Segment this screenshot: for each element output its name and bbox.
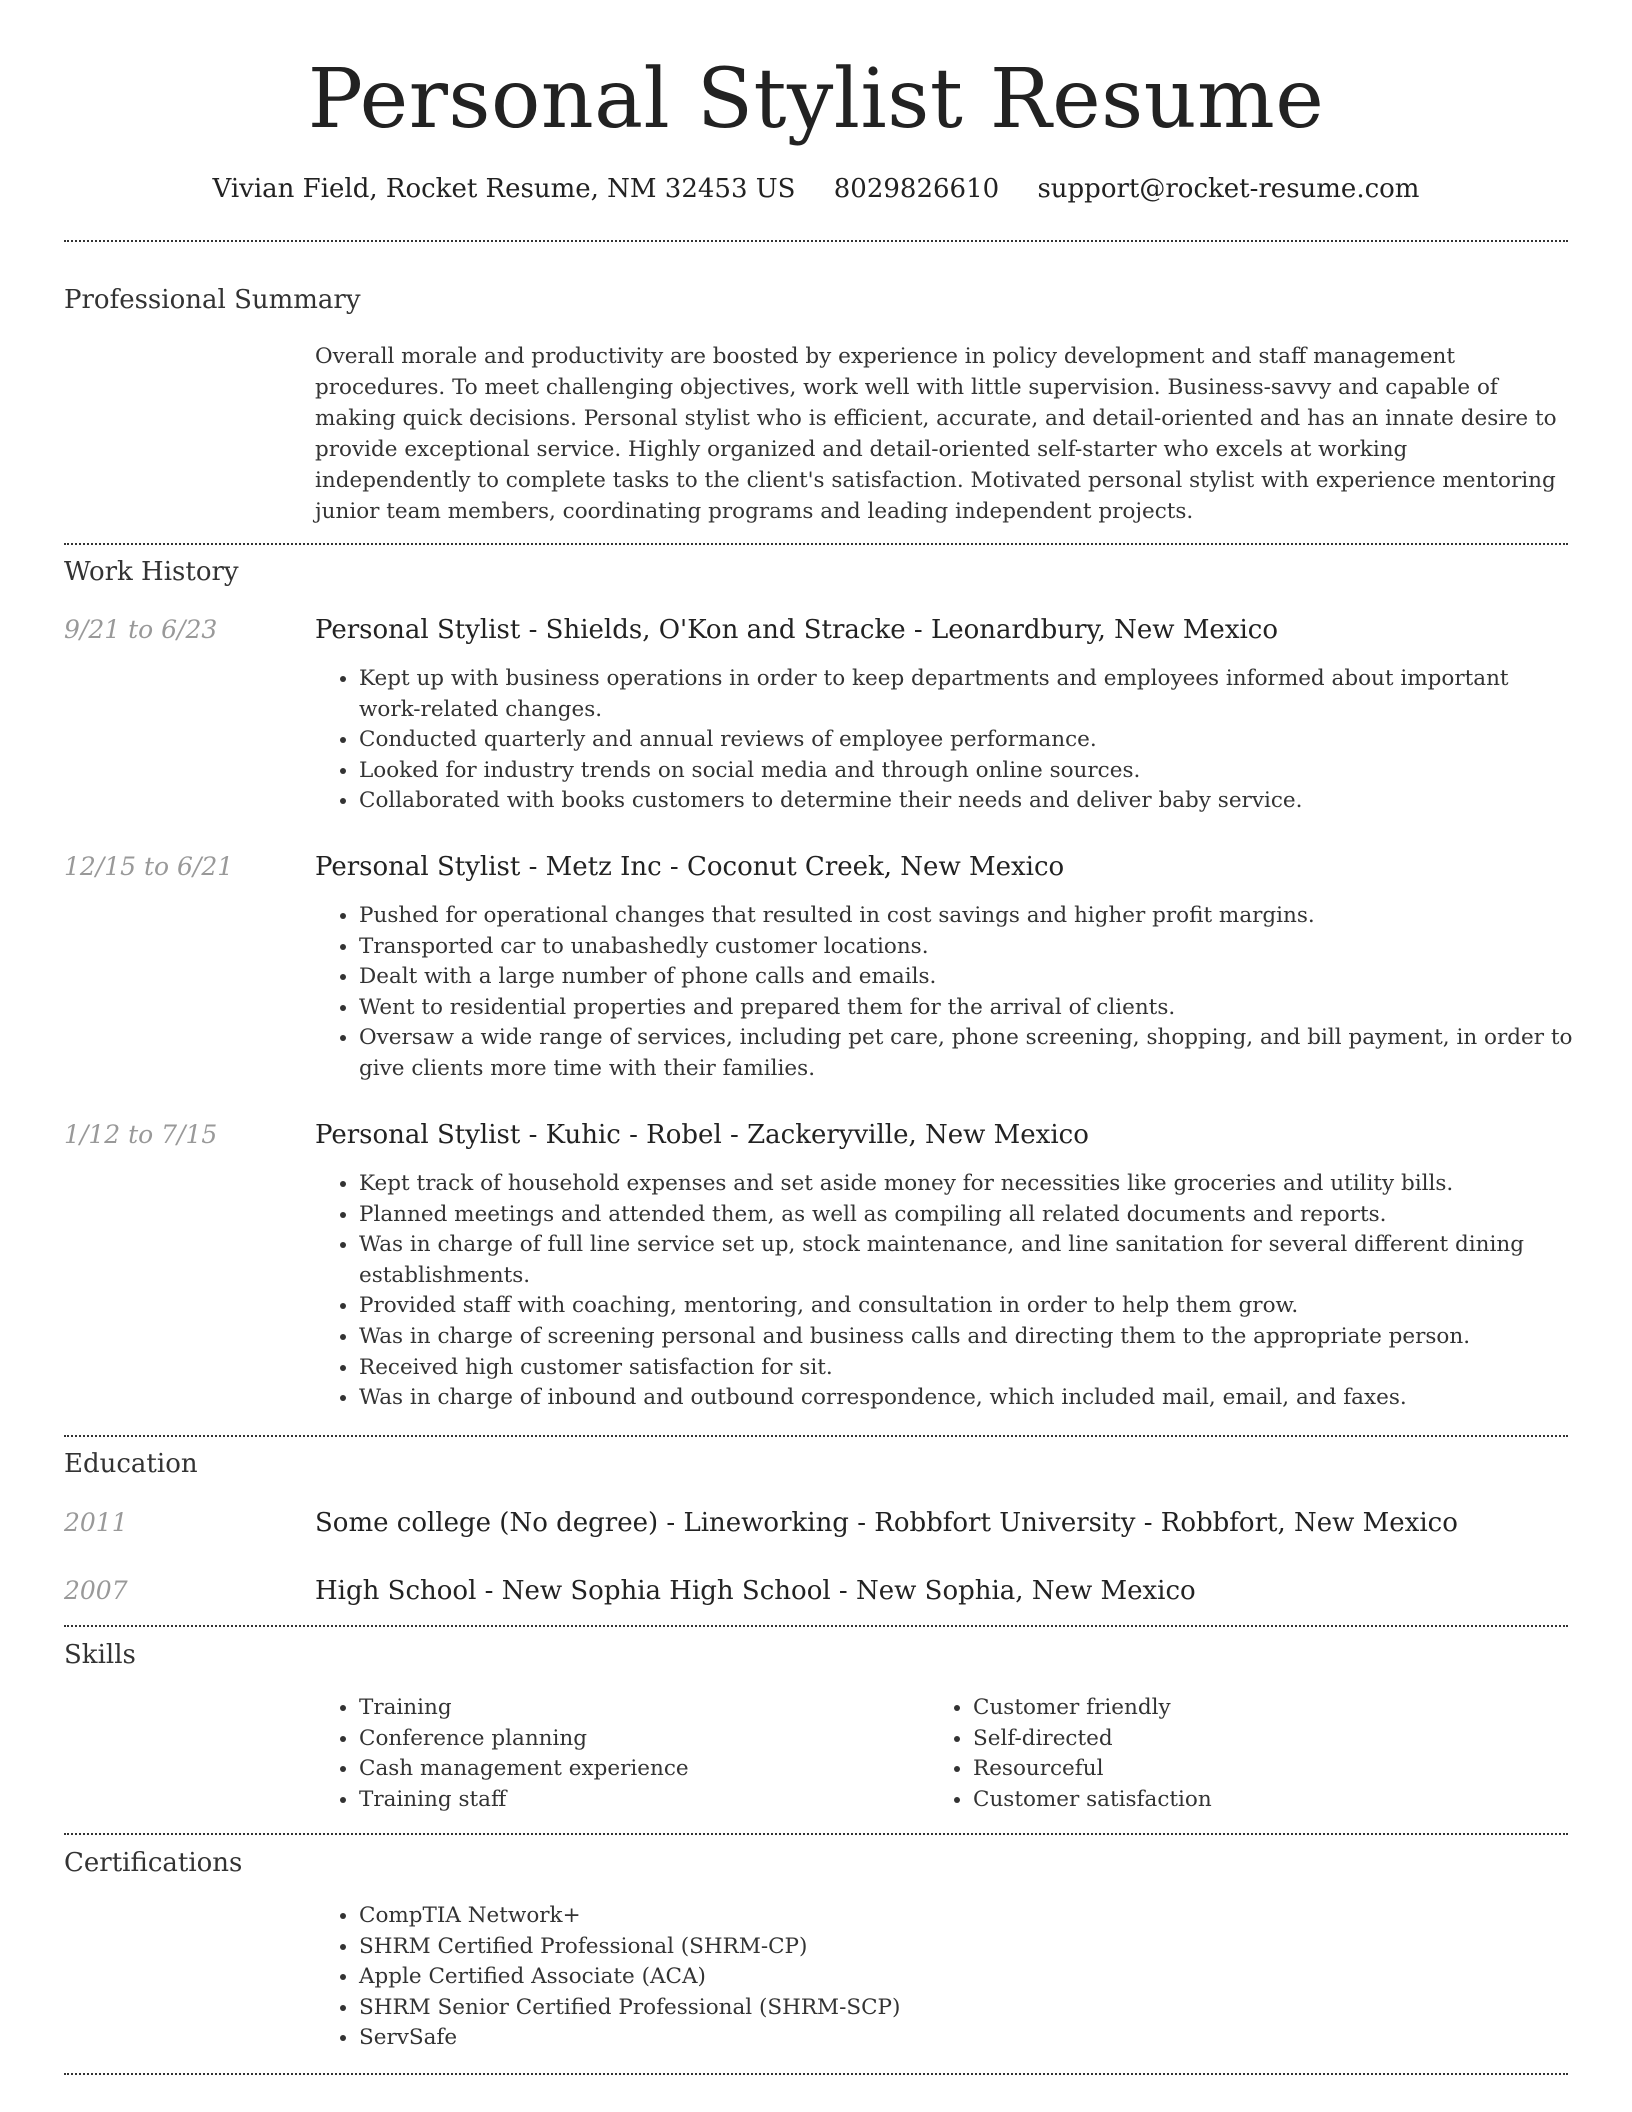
list-item: • Conducted quarterly and annual reviews of employee performance. xyxy=(359,725,1575,756)
list-item: • Went to residential properties and prepared them for the arrival of clients. xyxy=(359,993,1575,1024)
list-item: • Oversaw a wide range of services, including pet care, phone screening, shopping, and bill payment, in order to give clients more time with their families. xyxy=(359,1023,1575,1084)
list-item: • Conference planning xyxy=(359,1724,915,1755)
list-item: • Resourceful xyxy=(973,1754,1529,1785)
certifications-list xyxy=(315,1901,1575,2054)
section-title-summary: Professional Summary xyxy=(64,285,361,315)
job-title: Personal Stylist - Kuhic - Robel - Zackeryville, New Mexico xyxy=(315,1120,1089,1150)
list-item: • Provided staff with coaching, mentoring, and consultation in order to help them grow. xyxy=(359,1291,1575,1322)
job-title: Personal Stylist - Shields, O'Kon and Stracke - Leonardbury, New Mexico xyxy=(315,615,1279,645)
divider xyxy=(64,240,1568,242)
divider xyxy=(64,1833,1568,1835)
list-item: • Self-directed xyxy=(973,1724,1529,1755)
job-bullets xyxy=(315,664,1575,817)
divider xyxy=(64,1435,1568,1437)
list-item: • Collaborated with books customers to determine their needs and deliver baby service. xyxy=(359,786,1575,817)
divider xyxy=(64,543,1568,545)
list-item: • SHRM Certified Professional (SHRM-CP) xyxy=(359,1932,1575,1963)
list-item: • SHRM Senior Certified Professional (SHRM-SCP) xyxy=(359,1993,1575,2024)
list-item: • Received high customer satisfaction for sit. xyxy=(359,1353,1575,1384)
education-year: 2011 xyxy=(64,1508,128,1537)
education-year: 2007 xyxy=(64,1576,128,1605)
list-item: • Customer satisfaction xyxy=(973,1785,1529,1816)
education-entry: High School - New Sophia High School - New Sophia, New Mexico xyxy=(315,1576,1196,1606)
list-item: • Planned meetings and attended them, as well as compiling all related documents and reports. xyxy=(359,1200,1575,1231)
education-entry: Some college (No degree) - Lineworking - Robbfort University - Robbfort, New Mexico xyxy=(315,1508,1458,1538)
list-item: • Transported car to unabashedly customer locations. xyxy=(359,932,1575,963)
list-item: • ServSafe xyxy=(359,2023,1575,2054)
list-item: • Kept up with business operations in order to keep departments and employees informed about important work-related changes. xyxy=(359,664,1575,725)
skills-list-left xyxy=(315,1693,915,1815)
list-item: • Training staff xyxy=(359,1785,915,1816)
summary-text: Overall morale and productivity are boosted by experience in policy development and staff management procedures. To meet challenging objectives, work well with little supervision. Business-savvy and capable of making quick decisions. Personal stylist who is efficient, accurate, and detail-oriented and has an innate desire to provide exceptional service. Highly organized and detail-oriented self-starter who excels at working independently to complete tasks to the client's satisfaction. Motivated personal stylist with experience mentoring junior team members, coordinating programs and leading independent projects. xyxy=(315,344,1557,524)
skills-list-right xyxy=(929,1693,1529,1815)
list-item: • Was in charge of inbound and outbound correspondence, which included mail, email, and faxes. xyxy=(359,1383,1575,1414)
list-item: • CompTIA Network+ xyxy=(359,1901,1575,1932)
list-item: • Was in charge of screening personal and business calls and directing them to the appropriate person. xyxy=(359,1322,1575,1353)
section-title-skills: Skills xyxy=(64,1640,136,1670)
list-item: • Customer friendly xyxy=(973,1693,1529,1724)
list-item: • Dealt with a large number of phone calls and emails. xyxy=(359,962,1575,993)
list-item: • Looked for industry trends on social media and through online sources. xyxy=(359,756,1575,787)
list-item: • Kept track of household expenses and set aside money for necessities like groceries and utility bills. xyxy=(359,1169,1575,1200)
resume-title: Personal Stylist Resume xyxy=(307,52,1325,147)
contact-line xyxy=(0,170,1632,208)
list-item: • Cash management experience xyxy=(359,1754,915,1785)
job-dates: 1/12 to 7/15 xyxy=(64,1120,218,1149)
contact-phone: 8029826610 xyxy=(833,174,1000,204)
divider xyxy=(64,2073,1568,2075)
job-title: Personal Stylist - Metz Inc - Coconut Creek, New Mexico xyxy=(315,852,1065,882)
list-item: • Pushed for operational changes that resulted in cost savings and higher profit margins. xyxy=(359,901,1575,932)
divider xyxy=(64,1625,1568,1627)
list-item: • Apple Certified Associate (ACA) xyxy=(359,1962,1575,1993)
job-bullets xyxy=(315,901,1575,1085)
list-item: • Training xyxy=(359,1693,915,1724)
section-title-education: Education xyxy=(64,1449,198,1479)
contact-address: Vivian Field, Rocket Resume, NM 32453 US xyxy=(212,174,796,204)
section-title-certifications: Certifications xyxy=(64,1848,243,1878)
job-dates: 12/15 to 6/21 xyxy=(64,852,234,881)
section-title-work-history: Work History xyxy=(64,557,239,587)
job-bullets xyxy=(315,1169,1575,1414)
job-dates: 9/21 to 6/23 xyxy=(64,615,218,644)
list-item: • Was in charge of full line service set up, stock maintenance, and line sanitation for several different dining establishments. xyxy=(359,1230,1575,1291)
contact-email: support@rocket-resume.com xyxy=(1037,174,1420,204)
